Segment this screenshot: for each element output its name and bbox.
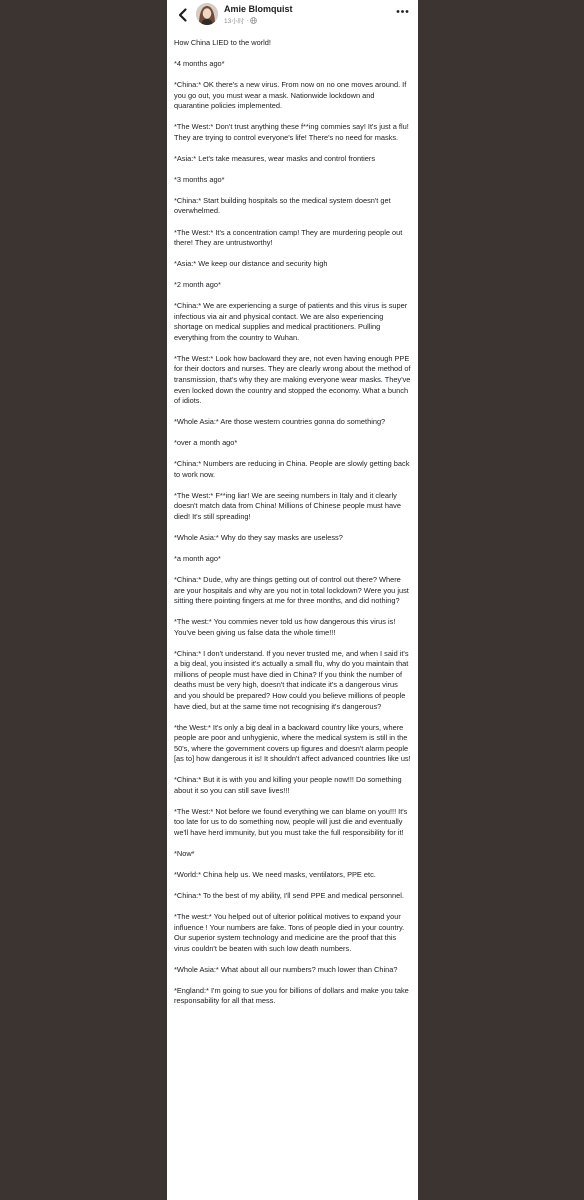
post-paragraph: *Whole Asia:* Why do they say masks are useless? xyxy=(174,532,343,542)
post-paragraph: *China:* I don't understand. If you never trusted me, and when I said it's a big deal, you insisted it's actually a small flu, why do you maintain that millions of people must have died in China? If you think the number of deaths must be very high, doesn't that indicate it's a dangerous virus and you should be prepared? How could you believe millions of people have died, but at the same time not recognising it's dangerous? xyxy=(174,648,409,711)
post-paragraph: *Now* xyxy=(174,848,195,858)
post-paragraph: *The west:* You commies never told us how dangerous this virus is! You've been giving us false data the whole time!!! xyxy=(174,617,396,637)
post-paragraph: *The West:* F**ing liar! We are seeing numbers in Italy and it clearly doesn't match data from China! Millions of Chinese people must have died! It's still spreading! xyxy=(174,490,401,521)
post-paragraph: *a month ago* xyxy=(174,554,221,563)
post-paragraph: How China LIED to the world! xyxy=(174,38,271,47)
post-header xyxy=(167,0,418,32)
post-paragraph: *China:* OK there's a new virus. From now on no one moves around. If you go out, you must wear a mask. Nationwide lockdown and quarantine policies implemented. xyxy=(174,80,407,111)
post-paragraph: *The west:* You helped out of ulterior political motives to expand your influence ! Your numbers are fake. Tons of people died in your country. Our superior system technology and medicine are the proof that this virus couldn't be beaten with such low death numbers. xyxy=(174,912,405,953)
post-paragraph: *2 month ago* xyxy=(174,280,221,290)
post-paragraph: *3 months ago* xyxy=(174,174,225,184)
post-paragraph: *4 months ago* xyxy=(174,59,225,69)
post-time[interactable]: 13小时 xyxy=(224,18,245,25)
post-paragraph: *over a month ago* xyxy=(174,438,238,448)
back-chevron-icon[interactable] xyxy=(175,7,191,23)
post-paragraph: *England:* I'm going to sue you for billions of dollars and make you take responsability for all that mess. xyxy=(174,985,409,1006)
author-name[interactable]: Amie Blomquist xyxy=(224,4,293,14)
globe-icon xyxy=(250,17,257,24)
post-paragraph: *China:* To the best of my ability, I'll send PPE and medical personnel. xyxy=(174,891,404,901)
post-paragraph: *The West:* It's a concentration camp! They are murdering people out there! They are untrustworthy! xyxy=(174,227,403,248)
post-page xyxy=(167,0,418,1200)
post-paragraph: *Whole Asia:* What about all our numbers? much lower than China? xyxy=(174,964,398,974)
meta-separator: · xyxy=(246,17,249,24)
post-paragraph: *Asia:* We keep our distance and security high xyxy=(174,259,328,269)
post-paragraph: *Asia:* Let's take measures, wear masks and control frontiers xyxy=(174,153,376,163)
post-paragraph: *China:* We are experiencing a surge of patients and this virus is super infectious via air and physical contact. We are also experiencing shortage on medical supplies and medical practitioners. Pulling everything from the country to Wuhan. xyxy=(174,301,408,342)
post-paragraph: *Whole Asia:* Are those western countries gonna do something? xyxy=(174,417,386,427)
post-body xyxy=(167,32,418,1007)
post-paragraph: *World:* China help us. We need masks, ventilators, PPE etc. xyxy=(174,870,376,880)
post-paragraph: *China:* But it is with you and killing your people now!!! Do something about it so you can still save lives!!! xyxy=(174,775,402,795)
more-options-icon[interactable] xyxy=(396,9,409,14)
post-meta xyxy=(224,16,257,25)
avatar[interactable] xyxy=(196,3,218,25)
post-paragraph: *The West:* Not before we found everything we can blame on you!!! It's too late for us to do something now, people will just die and eventually we'll have herd immunity, but you must take the full responsibility for it! xyxy=(174,806,408,837)
post-paragraph: *China:* Start building hospitals so the medical system doesn't get overwhelmed. xyxy=(174,195,391,216)
post-paragraph: *The West:* Don't trust anything these f**ing commies say! It's just a flu! They are trying to control everyone's life! There's no need for masks. xyxy=(174,122,409,142)
post-paragraph: *The West:* Look how backward they are, not even having enough PPE for their doctors and nurses. They are clearly wrong about the method of transmission, that's why they are making everyone wear masks. They've even locked down the country and stopped the economy. What a bunch of idiots. xyxy=(174,353,411,406)
post-paragraph: *the West:* It's only a big deal in a backward country like yours, where people are poor and unhygienic, where the medical system is still in the 50's, where the government covers up figures and doesn't alarm people [as to] how dangerous it is! It shouldn't affect advanced countries like us! xyxy=(174,722,411,764)
post-paragraph: *China:* Dude, why are things getting out of control out there? Where are your hospitals and why are you not in total lockdown? Were you just sitting there pointing fingers at me for three months, and did nothing? xyxy=(174,575,409,606)
avatar-image xyxy=(196,3,218,25)
post-paragraph: *China:* Numbers are reducing in China. People are slowly getting back to work now. xyxy=(174,459,410,479)
